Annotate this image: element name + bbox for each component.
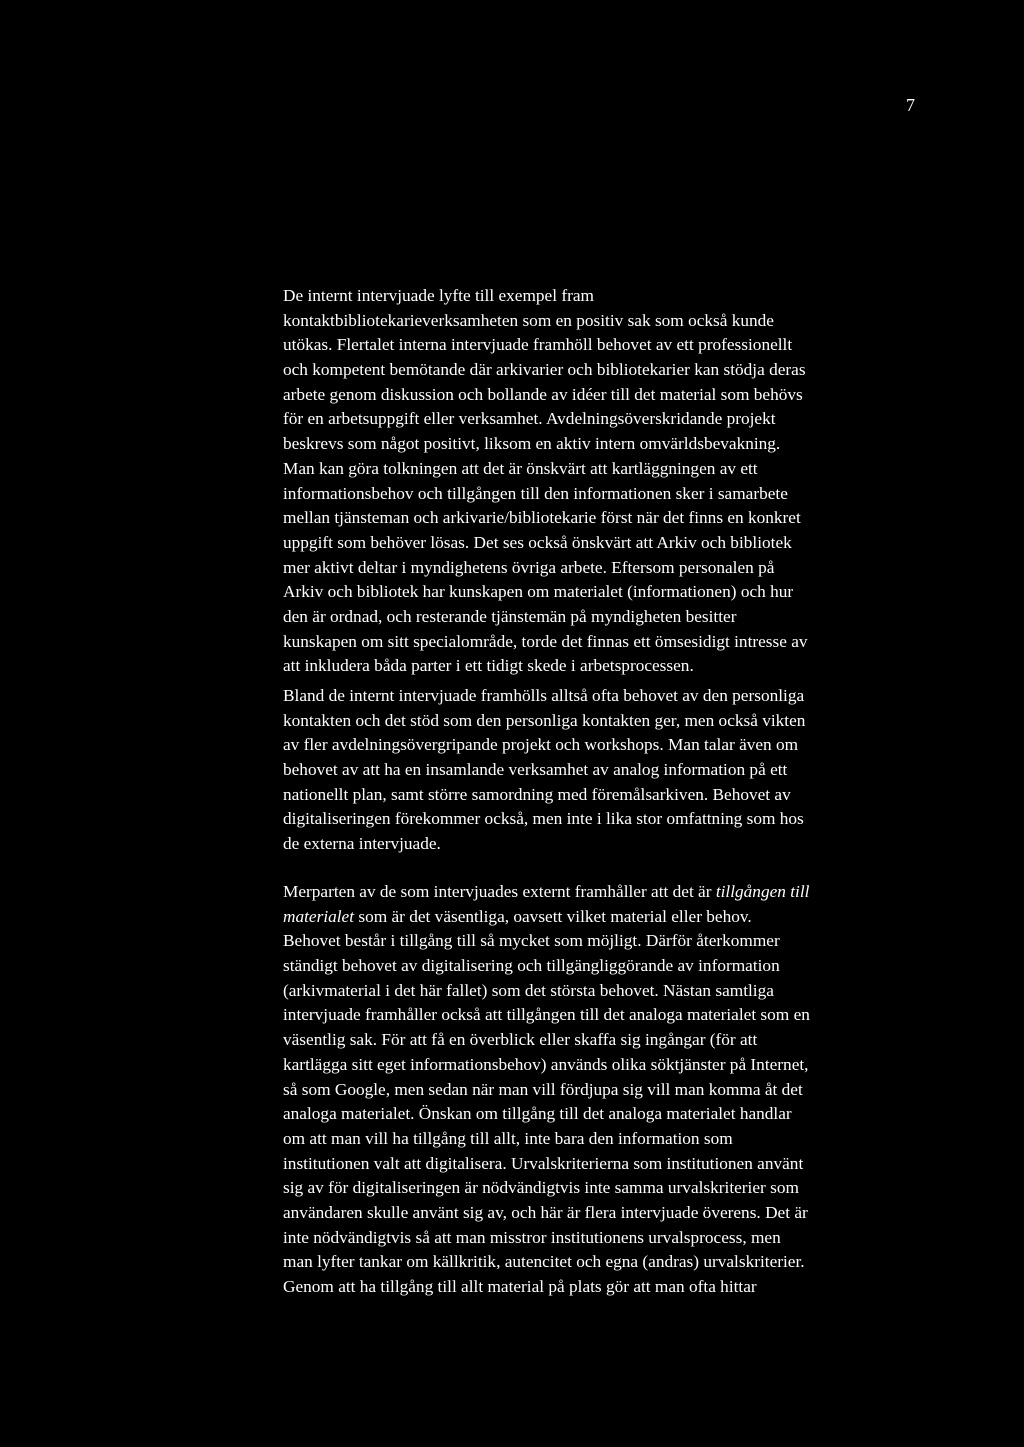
text-line: av fler avdelningsövergripande projekt och workshops. Man talar även om <box>283 735 799 755</box>
text-line <box>283 905 810 930</box>
text-line: beskrevs som något positivt, liksom en aktiv intern omvärldsbevakning. <box>283 434 781 454</box>
paragraph-external-interviews <box>283 880 810 1300</box>
text-line: mer aktivt deltar i myndighetens övriga arbete. Eftersom personalen på <box>283 557 775 577</box>
text-line: kunskapen om sitt specialområde, torde det finnas ett ömsesidigt intresse av <box>283 631 808 651</box>
text-line: intervjuade framhåller också att tillgången till det analoga materialet som en <box>283 1005 810 1025</box>
paragraph-internal-summary <box>283 684 805 857</box>
text-line: informationsbehov och tillgången till den informationen sker i samarbete <box>283 483 788 503</box>
italic-emphasis: tillgången till <box>715 882 810 901</box>
text-line: man lyfter tankar om källkritik, autencitet och egna (andras) urvalskriterier. <box>283 1252 805 1272</box>
text-line: institutionen valt att digitalisera. Urvalskriterierna som institutionen använt <box>283 1153 804 1173</box>
text-line: Behovet består i tillgång till så mycket som möjligt. Därför återkommer <box>283 931 780 951</box>
text-segment: Merparten av de som intervjuades externt framhåller att det är <box>283 882 716 901</box>
text-line: kontaktbibliotekarieverksamheten som en positiv sak som också kunde <box>283 310 774 330</box>
text-line: digitaliseringen förekommer också, men inte i lika stor omfattning som hos <box>283 809 804 829</box>
text-line: utökas. Flertalet interna intervjuade framhöll behovet av ett professionellt <box>283 335 793 355</box>
text-segment: som är det väsentliga, oavsett vilket material eller behov. <box>354 906 752 926</box>
text-line: att inkludera båda parter i ett tidigt skede i arbetsprocessen. <box>283 656 694 676</box>
italic-emphasis: materialet <box>283 906 355 926</box>
text-line <box>283 880 810 905</box>
text-line: behovet av att ha en insamlande verksamhet av analog information på ett <box>283 760 788 780</box>
text-line: för en arbetsuppgift eller verksamhet. Avdelningsöverskridande projekt <box>283 409 776 429</box>
text-line: uppgift som behöver lösas. Det ses också önskvärt att Arkiv och bibliotek <box>283 532 792 552</box>
text-line: Bland de internt intervjuade framhölls alltså ofta behovet av den personliga <box>283 686 805 705</box>
text-line: Arkiv och bibliotek har kunskapen om materialet (informationen) och hur <box>283 582 794 602</box>
text-line: mellan tjänsteman och arkivarie/bibliotekarie först när det finns en konkret <box>283 508 801 528</box>
text-line: så som Google, men sedan när man vill fördjupa sig vill man komma åt det <box>283 1079 803 1099</box>
text-line: användaren skulle använt sig av, och här är flera intervjuade överens. Det är <box>283 1202 808 1222</box>
text-line: kontakten och det stöd som den personliga kontakten ger, men också vikten <box>283 710 806 730</box>
paragraph-internal-interviews <box>283 284 808 679</box>
text-line: om att man vill ha tillgång till allt, inte bara den information som <box>283 1128 733 1148</box>
text-line: sig av för digitaliseringen är nödvändigtvis inte samma urvalskriterier som <box>283 1178 799 1198</box>
text-line: och kompetent bemötande där arkivarier och bibliotekarier kan stödja deras <box>283 360 806 380</box>
text-line: väsentlig sak. För att få en överblick eller skaffa sig ingångar (för att <box>283 1030 758 1050</box>
text-line: inte nödvändigtvis så att man misstror institutionens urvalsprocess, men <box>283 1227 781 1247</box>
text-line: den är ordnad, och resterande tjänstemän på myndigheten besitter <box>283 606 737 626</box>
text-line: ständigt behovet av digitalisering och tillgängliggörande av information <box>283 956 780 976</box>
text-line: analoga materialet. Önskan om tillgång till det analoga materialet handlar <box>283 1104 792 1124</box>
text-line: Man kan göra tolkningen att det är önskvärt att kartläggningen av ett <box>283 458 758 478</box>
text-line: nationellt plan, samt större samordning med föremålsarkiven. Behovet av <box>283 784 791 804</box>
text-line: arbete genom diskussion och bollande av idéer till det material som behövs <box>283 384 803 404</box>
text-line: De internt intervjuade lyfte till exempel fram <box>283 286 594 305</box>
text-line: (arkivmaterial i det här fallet) som det största behovet. Nästan samtliga <box>283 980 774 1000</box>
text-line: kartlägga sitt eget informationsbehov) används olika söktjänster på Internet, <box>283 1054 809 1074</box>
page-number: 7 <box>906 95 915 115</box>
text-line: de externa intervjuade. <box>283 834 441 854</box>
text-line: Genom att ha tillgång till allt material på plats gör att man ofta hittar <box>283 1277 757 1296</box>
